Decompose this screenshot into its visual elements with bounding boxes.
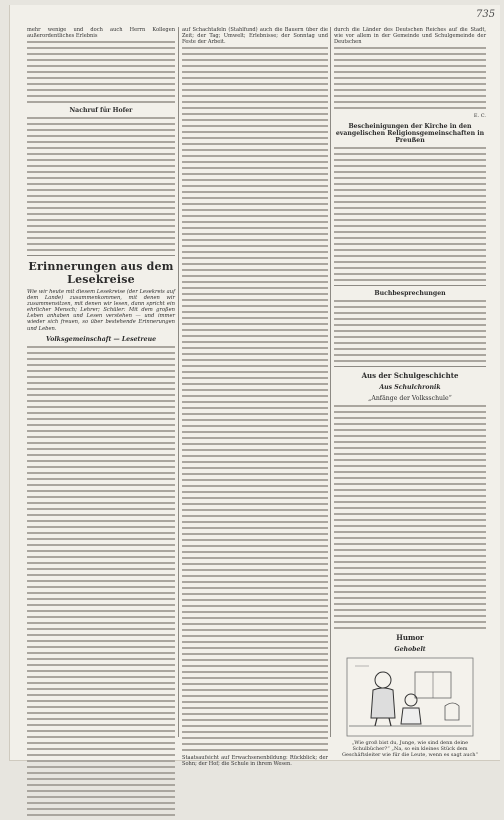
page-number: 735 — [476, 9, 496, 20]
text-block — [334, 147, 486, 281]
column-intro: auf Schachtafeln (Stahlfund) auch die Bauern über die Zeit; der Tag; Umwelt; Erlebnisse; der Sonntag und Feste der Arbeit. — [182, 27, 328, 45]
article-heading: Bescheinigungen der Kirche in den evangelischen Religionsgemeinschaften in Preußen — [335, 123, 485, 144]
column-footer-text: Staatsaufsicht auf Erwachsenenbildung: Rückblick; der Sohn; der Hof; die Schule in ihrem Wesen. — [182, 755, 328, 767]
column-intro: mehr wenige und doch auch Herrn Kollegen außerordentliches Erlebnis — [27, 27, 175, 39]
column-middle — [182, 27, 328, 769]
humor-subheading: Gehobelt — [394, 646, 426, 653]
text-block — [27, 346, 175, 816]
section-rule — [27, 255, 175, 256]
newspaper-page — [9, 5, 500, 767]
section-title: Erinnerungen aus dem Lesekreise — [28, 260, 174, 286]
cartoon-illustration — [345, 656, 475, 738]
text-block — [182, 47, 328, 751]
article-heading: Aus der Schulgeschichte — [361, 371, 459, 380]
section-rule — [334, 285, 486, 286]
article-subheading: Aus Schulchronik — [379, 384, 441, 391]
article-heading: Volksgemeinschaft — Lesetreue — [45, 335, 157, 343]
article-heading: Nachruf für Hofer — [69, 107, 133, 114]
text-block — [334, 300, 486, 362]
column-intro: durch die Länder des Deutschen Reiches auf die Stadt, wie vor allem in der Gemeinde und Schulgemeinde der Deutschen — [334, 27, 486, 45]
text-block — [27, 41, 175, 103]
column-divider — [330, 27, 331, 737]
column-divider — [178, 27, 179, 737]
text-block — [334, 47, 486, 109]
column-right — [334, 27, 486, 758]
humor-heading: Humor — [396, 633, 424, 642]
text-block — [334, 405, 486, 629]
section-subtitle: Wie wir heute mit diesem Lesekreise (der Lesekreis auf dem Lande) zusammenkommen, mit denen wir zusammensitzen, mit denen wir lesen, dann spricht ein ehrlicher Mensch; Lehrer; Schüler: Mit dem großen Leben anhaben und Lesen verstehen — und immer wieder sich freuen, so über bestehende Erinnerungen und Leben. — [27, 289, 175, 332]
article-heading: Buchbesprechungen — [374, 290, 446, 297]
article-subheading: „Anfänge der Volksschule“ — [368, 395, 452, 402]
column-left — [27, 27, 175, 820]
article-signature: E. C. — [473, 113, 486, 119]
cartoon-caption: „Wie groß bist du, Junge, wie sind denn deine Schulbücher?“ „Na, so ein kleines Stück dem Geschäftsleiter wie für die Leute, wenn es sagt auch“ — [341, 740, 479, 758]
section-rule — [334, 366, 486, 367]
text-block — [27, 117, 175, 251]
